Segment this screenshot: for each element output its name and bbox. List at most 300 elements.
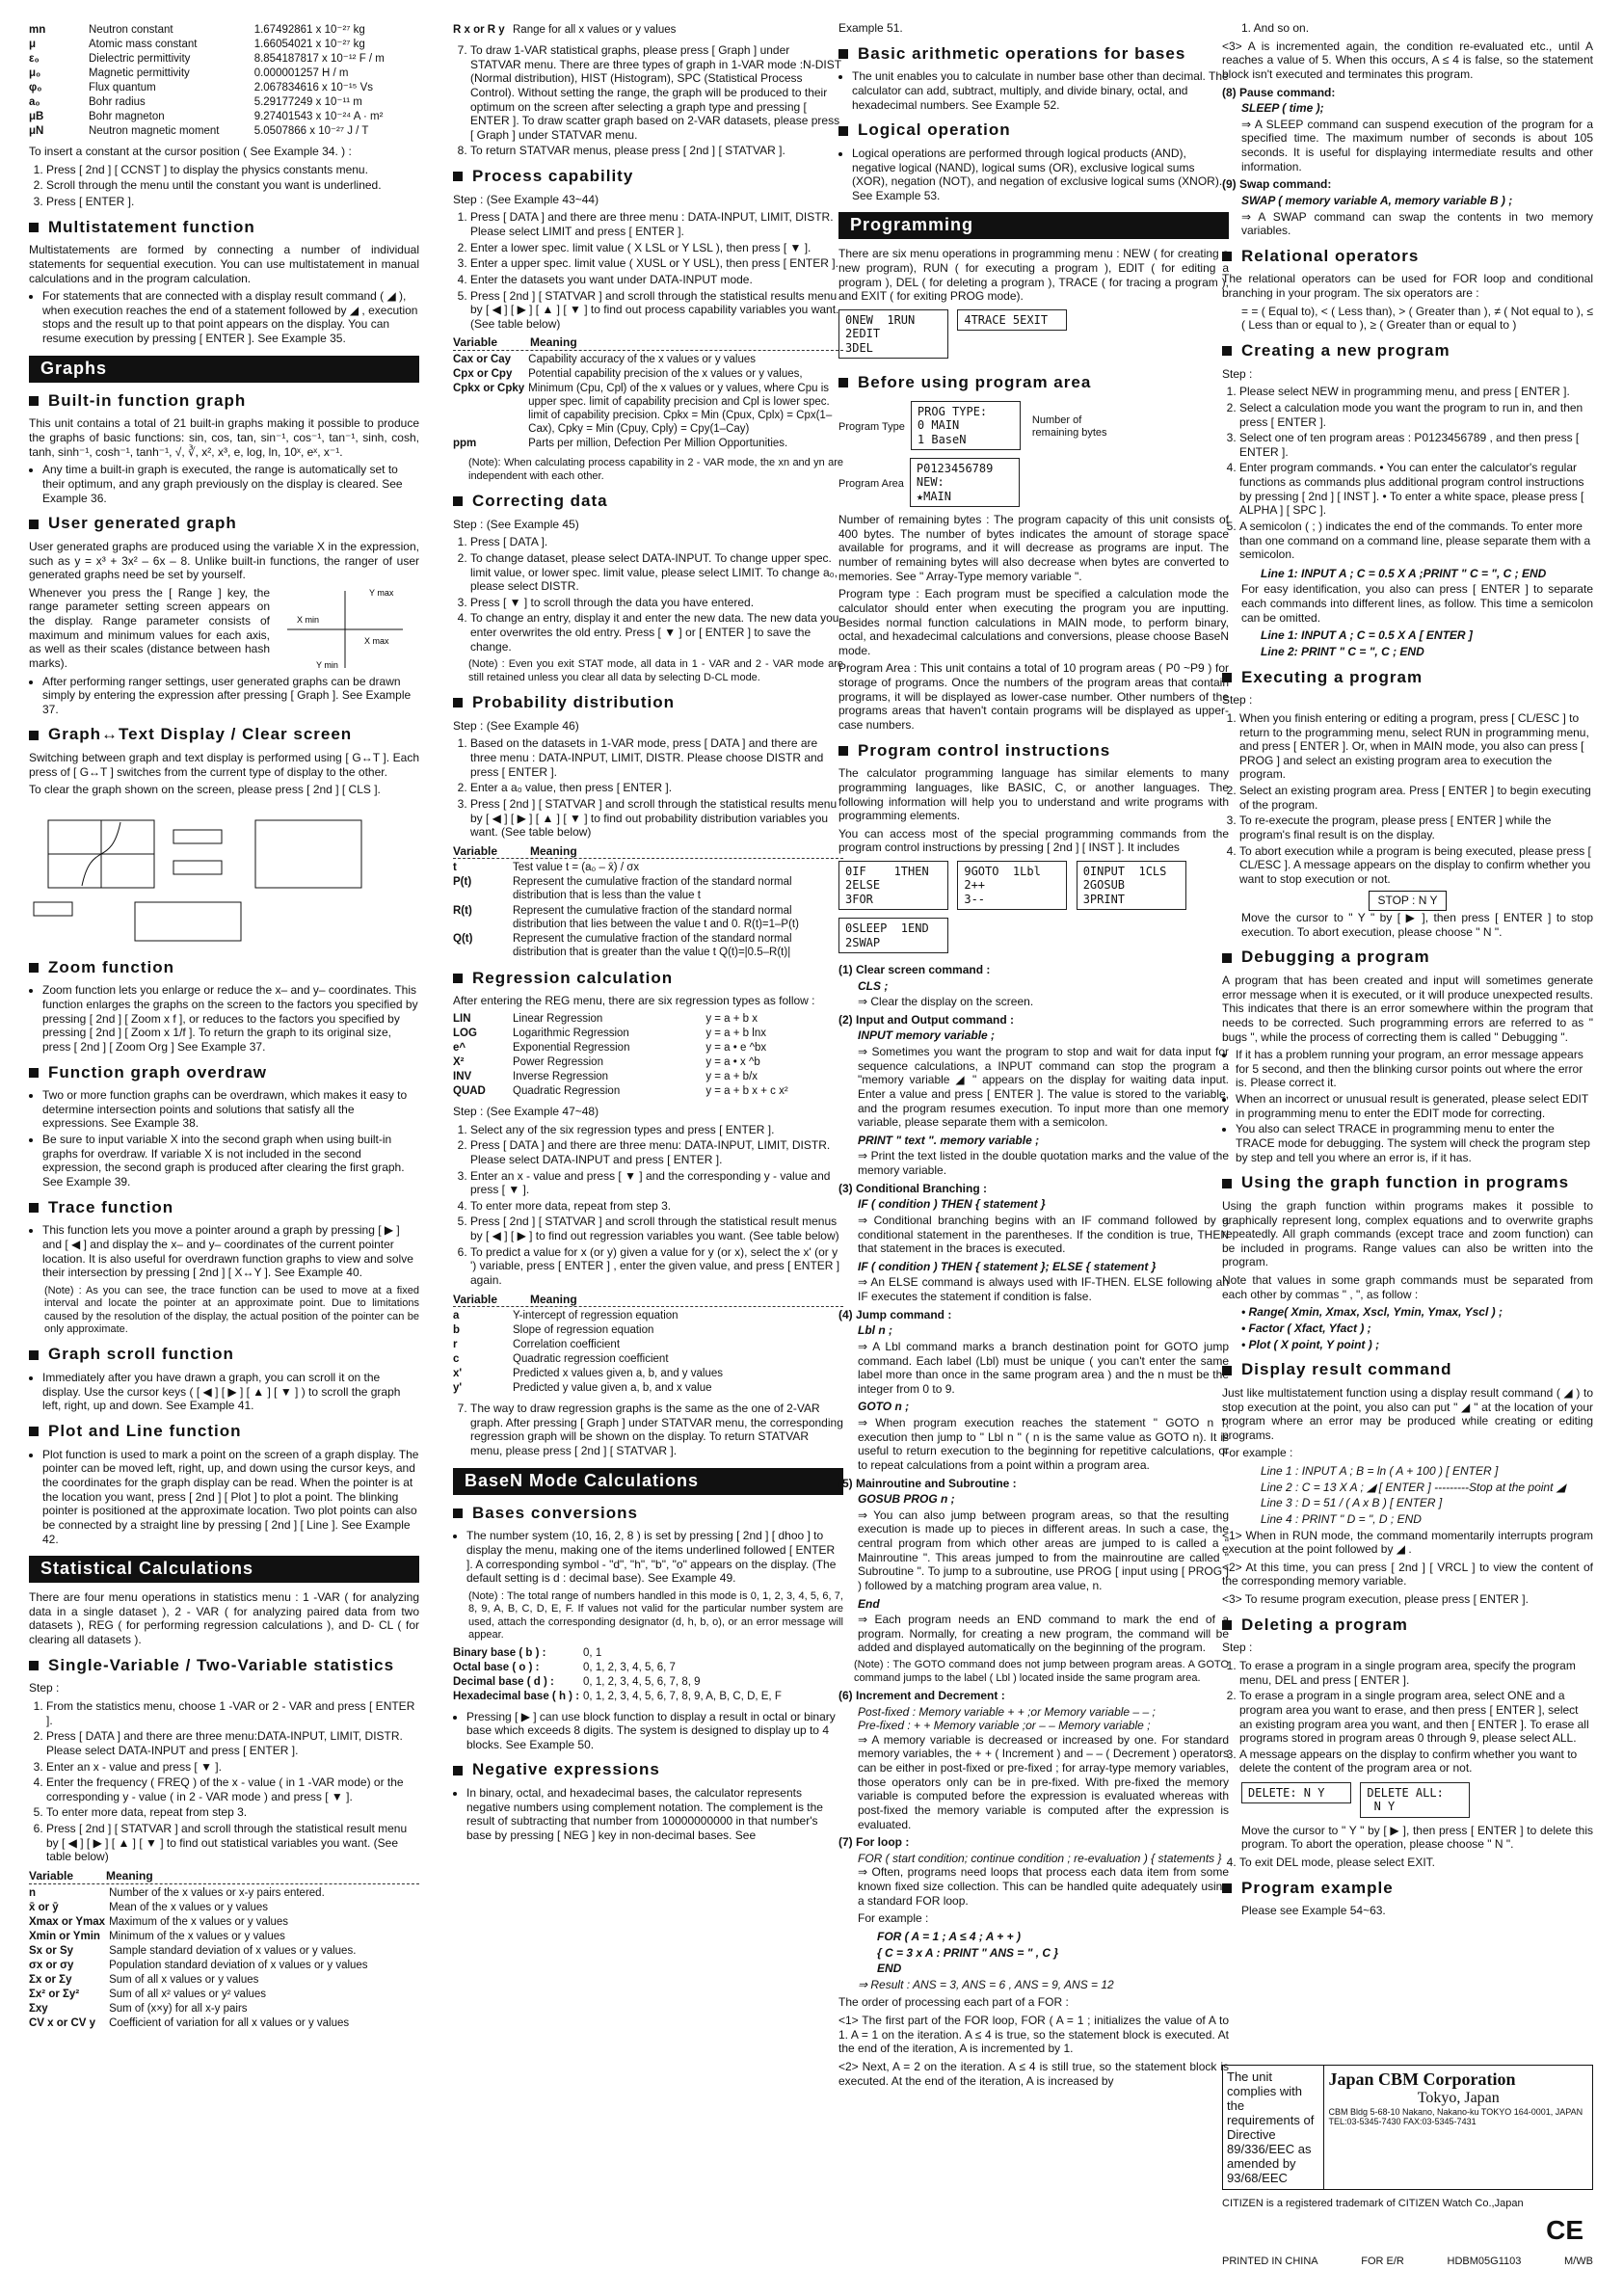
- pc-row: [453, 382, 843, 437]
- lo-p: • Logical operations are performed through logical products (AND), negative logical (NAND), logical sums (OR), exclusive logical sums (XOR), negation (NOT), and negation of exclusive logical sums (XNOR). See Example 53.: [852, 147, 1229, 203]
- pd-row: [453, 875, 843, 903]
- dr-line3: Line 3 : D = 51 / ( A x B ) [ ENTER ]: [1261, 1496, 1443, 1510]
- cd-step-item: 2. To change dataset, please select DATA-INPUT. To change upper spec. limit value, or lower spec. limit value, please select LIMIT. To change a₀, please select DISTR.: [470, 551, 843, 594]
- constant-row-cell: μ₀: [29, 67, 41, 80]
- rc-type-row: [453, 1055, 843, 1070]
- var-row: [29, 1930, 419, 1944]
- pd-row-cell: P(t): [453, 876, 472, 889]
- base-row-cell: 0, 1, 2, 3, 4, 5, 6, 7, 8, 9, A, B, C, D, E, F: [583, 1690, 782, 1702]
- base-row-cell: 0, 1, 2, 3, 4, 5, 6, 7, 8, 9: [583, 1675, 701, 1688]
- ug-p2: Note that values in some graph commands must be separated from each other by commas " , ", as follow :: [1222, 1273, 1593, 1301]
- cn-step-item: 5. A semicolon ( ; ) indicates the end of the commands. To enter more than one command on a command line, please separate them with a semicolon.: [1239, 520, 1593, 562]
- sv-step-item: 2. Press [ DATA ] and there are three menu:DATA-INPUT, LIMIT, DISTR. Please select DATA-INPUT and press [ ENTER ].: [46, 1729, 419, 1757]
- label-program-type: Program Type: [838, 420, 905, 433]
- mwb: M/WB: [1564, 2256, 1593, 2267]
- pc-row-cell: Cpx or Cpy: [453, 368, 513, 381]
- del-steps: [1222, 1659, 1593, 1775]
- label-program-area: Program Area: [838, 477, 904, 490]
- constant-row: [29, 110, 419, 124]
- cn-line1: Line 1: INPUT A ; C = 0.5 X A ;PRINT " C = ", C ; END: [1261, 566, 1547, 580]
- cn-step-item: 2. Select a calculation mode you want the program to run in, and then press [ ENTER ].: [1239, 401, 1593, 429]
- constant-row-cell: 8.854187817 x 10⁻¹² F / m: [253, 53, 385, 66]
- lcd-delete-all: DELETE ALL: N Y: [1360, 1782, 1470, 1818]
- lcd-inst-3: 0INPUT 1CLS 2GOSUB 3PRINT: [1077, 861, 1186, 910]
- insert-step: 3. Press [ ENTER ].: [46, 195, 419, 209]
- order-2: <2> Next, A = 2 on the iteration. A ≤ 4 is still true, so the statement block is executed. At the end of the iteration, A is increased by: [838, 2059, 1229, 2088]
- rc-var-row: [453, 1323, 843, 1338]
- var-table-head: Variable Meaning: [29, 1869, 419, 1884]
- base-row-cell: 0, 1, 2, 3, 4, 5, 6, 7: [583, 1661, 676, 1673]
- lcd-prog-type: PROG TYPE: 0 MAIN 1 BaseN: [911, 401, 1021, 450]
- builtin-p2: • Any time a built-in graph is executed, the range is automatically set to their optimum, and any graph previously on the display is cleared. See Example 36.: [42, 463, 419, 505]
- lcd-inst-1: 0IF 1THEN 2ELSE 3FOR: [838, 861, 948, 910]
- ro-heading: Relational operators: [1222, 247, 1593, 267]
- svg-text:X min: X min: [297, 614, 320, 625]
- constant-row-cell: Neutron constant: [89, 24, 173, 36]
- rc-type-row-cell: y = a + b x: [705, 1012, 758, 1025]
- pc-row: [453, 367, 843, 382]
- pd-row: [453, 932, 843, 960]
- zoom-heading: Zoom function: [29, 958, 419, 978]
- rc-steps: [453, 1123, 843, 1288]
- range-diagram: [278, 586, 412, 673]
- cn-step-item: 1. Please select NEW in programming menu, and press [ ENTER ].: [1239, 385, 1593, 399]
- pc-step-item: 1. Press [ DATA ] and there are three menu : DATA-INPUT, LIMIT, DISTR. Please select LIMIT and press [ ENTER ].: [470, 210, 843, 238]
- rc-table-head: Variable Meaning: [453, 1293, 843, 1308]
- constant-row-cell: μ: [29, 39, 37, 51]
- rc-type-row-cell: Logarithmic Regression: [513, 1027, 629, 1039]
- dr-line1: Line 1 : INPUT A ; B = ln ( A + 100 ) [ ENTER ]: [1261, 1464, 1499, 1479]
- cd-steps: [453, 535, 843, 654]
- ne-p: • In binary, octal, and hexadecimal bases, the calculator represents negative numbers using complement notation. The complement is the result of subtracting that number from 10000000000 in that number's base by pressing [ NEG ] key in non-decimal bases. See: [466, 1786, 843, 1843]
- constant-row-cell: 1.66054021 x 10⁻²⁷ kg: [253, 39, 365, 51]
- overdraw-p1: • Two or more function graphs can be overdrawn, which makes it easy to determine intersection points and solutions that satisfy all the expressions. See Example 38.: [42, 1088, 419, 1131]
- command-desc: ⇒ An ELSE command is always used with IF-THEN. ELSE following an IF executes the statement if condition is false.: [858, 1275, 1229, 1304]
- rc-type-row-cell: Linear Regression: [513, 1012, 603, 1025]
- pd-step: Step : (See Example 46): [453, 718, 579, 733]
- command-desc: ⇒ Each program needs an END command to mark the end of a program. Normally, for creating a new program, the command will be added and displayed automatically on the beginning of the program.: [858, 1613, 1229, 1655]
- pc-row-cell: Capability accuracy of the x values or y values: [528, 354, 757, 365]
- column-3: [838, 21, 1229, 2092]
- pd-row: [453, 904, 843, 932]
- ug-c1: • Range( Xmin, Xmax, Xscl, Ymin, Ymax, Yscl ) ;: [1241, 1305, 1503, 1320]
- constant-row-cell: Dielectric permittivity: [89, 53, 191, 66]
- command-code: GOTO n ;: [858, 1400, 910, 1414]
- gt-heading: Graph↔Text Display / Clear screen: [29, 725, 419, 745]
- ro-p: The relational operators can be used for FOR loop and conditional branching in your program. The six operators are :: [1222, 272, 1593, 301]
- insert-step: 1. Press [ 2nd ] [ CCNST ] to display the physics constants menu.: [46, 163, 419, 177]
- column-1: [29, 21, 419, 2037]
- lcd-delete: DELETE: N Y: [1241, 1782, 1351, 1803]
- cbm-city: Tokyo, Japan: [1417, 2090, 1500, 2106]
- del-heading: Deleting a program: [1222, 1615, 1593, 1636]
- cd-step: Step : (See Example 45): [453, 517, 579, 531]
- ex-step-item: 2. Select an existing program area. Press [ ENTER ] to begin executing of the program.: [1239, 784, 1593, 812]
- var-row-cell: Maximum of the x values or y values: [109, 1915, 289, 1928]
- ba-heading: Basic arithmetic operations for bases: [838, 44, 1229, 65]
- base-row: [453, 1646, 843, 1661]
- rc-type-row-cell: LOG: [453, 1027, 477, 1039]
- constant-row: [29, 23, 419, 38]
- rc-type-row-cell: y = a + b/x: [705, 1070, 758, 1082]
- rc-var-row: [453, 1381, 843, 1396]
- sv-step-item: 6. Press [ 2nd ] [ STATVAR ] and scroll through the statistical result menu by [ ◀ ] [ ▶ ] [ ▲ ] [ ▼ ] to find out statistical variables you want. (See table below): [46, 1822, 419, 1864]
- insert-intro: To insert a constant at the cursor position ( See Example 34. ) :: [29, 145, 352, 159]
- command-heading: (5) Mainroutine and Subroutine :: [838, 1476, 1017, 1490]
- stat-step-item: 8. To return STATVAR menus, please press [ 2nd ] [ STATVAR ].: [470, 144, 843, 158]
- constant-row-cell: Magnetic permittivity: [89, 67, 190, 80]
- cn-step: Step :: [1222, 366, 1253, 381]
- inc-code-1: Post-fixed : Memory variable + + ;or Memory variable – – ;: [858, 1704, 1156, 1719]
- var-row-cell: Sum of all x values or y values: [109, 1973, 259, 1986]
- bc-p: • The number system (10, 16, 2, 8 ) is set by pressing [ 2nd ] [ dhoo ] to display the menu, making one of the items underlined followed [ ENTER ]. A corresponding symbol - "d", "h", "b", "o" appears on the display. (The default setting is d : decimal base). See Example 49.: [466, 1529, 843, 1586]
- var-row-cell: Sum of all x² values or y² values: [109, 1988, 267, 2000]
- base-row-cell: Binary base ( b ) :: [453, 1646, 546, 1659]
- var-row: [29, 1973, 419, 1988]
- rc-var-row-cell: Predicted x values given a, b, and y values: [513, 1368, 723, 1380]
- base-row-cell: Hexadecimal base ( h ) :: [453, 1690, 580, 1702]
- column-4: [1222, 21, 1593, 1922]
- rc-type-row-cell: X²: [453, 1055, 465, 1068]
- del-p: Move the cursor to " Y " by [ ▶ ], then press [ ENTER ] to delete this program. To abort the operation, please choose " N ".: [1241, 1823, 1593, 1852]
- var-row: [29, 2002, 419, 2016]
- command-heading: (4) Jump command :: [838, 1307, 952, 1322]
- rc-type-row-cell: y = a • x ^b: [705, 1055, 760, 1068]
- pc-step: Step : (See Example 43~44): [453, 192, 599, 206]
- gt-p1: Switching between graph and text display is performed using [ G↔T ]. Each press of [ G↔T ] switches from the current type of display to the other.: [29, 751, 419, 779]
- column-2: [453, 21, 843, 1848]
- pe-p: Please see Example 54~63.: [1241, 1904, 1386, 1918]
- rc-var-row-cell: a: [453, 1310, 460, 1322]
- ba-p: • The unit enables you to calculate in number base other than decimal. The calculator can add, subtract, multiply, and divide binary, octal, and hexadecimal numbers. See Example 52.: [852, 69, 1229, 112]
- pause-heading: (8) Pause command:: [1222, 85, 1336, 99]
- rc-step-item: 3. Enter an x - value and press [ ▼ ] and the corresponding y - value and press [ ▼ ].: [470, 1169, 843, 1197]
- var-row-cell: Σxy: [29, 2002, 48, 2015]
- inc-heading: (6) Increment and Decrement :: [838, 1688, 1005, 1702]
- pd-row-cell: Test value t = (a₀ – x̄) / σx: [513, 862, 640, 874]
- pd-row: [453, 861, 843, 875]
- constant-row-cell: 0.000001257 H / m: [253, 67, 349, 80]
- bc-p2: • Pressing [ ▶ ] can use block function to display a result in octal or binary base which exceeds 8 digits. The system is designed to display up to 4 blocks. See Example 50.: [466, 1710, 843, 1752]
- pd-step-item: 1. Based on the datasets in 1-VAR mode, press [ DATA ] and there are three menu : DATA-INPUT, LIMIT, DISTR. Please choose DISTR and press [ ENTER ].: [470, 736, 843, 779]
- constant-row-cell: mn: [29, 24, 46, 36]
- command-code: End: [858, 1596, 880, 1611]
- base-row: [453, 1661, 843, 1675]
- pause-code: SLEEP ( time );: [1241, 101, 1324, 116]
- ug-c3: • Plot ( X point, Y point ) ;: [1241, 1337, 1380, 1351]
- var-row: [29, 1901, 419, 1915]
- user-graph-heading: User generated graph: [29, 514, 419, 534]
- command-desc: ⇒ Print the text listed in the double quotation marks and the value of the memory variable.: [858, 1149, 1229, 1178]
- dr-ex: For example :: [1222, 1446, 1293, 1460]
- constant-row-cell: Bohr radius: [89, 96, 146, 109]
- rc-var-row-cell: b: [453, 1324, 461, 1337]
- cd-step-item: 4. To change an entry, display it and enter the new data. The new data you enter overwrites the old entry. Press [ ▼ ] or [ ENTER ] to save the change.: [470, 611, 843, 654]
- gt-diagram: [29, 801, 414, 946]
- rc-var-row: [453, 1338, 843, 1352]
- cont2: <3> A is incremented again, the condition re-evaluated etc., until A reaches a value of 5. When this occurs, A ≤ 4 is false, so the statement block isn't executed and terminates this program.: [1222, 39, 1593, 81]
- order-1: <1> The first part of the FOR loop, FOR ( A = 1 ; initializes the value of A to 1. A = 1 on the iteration. A ≤ 4 is true, so the statement block is executed. At the end of the iteration, A is incremented by 1.: [838, 2014, 1229, 2056]
- dbg-bullet: • You also can select TRACE in programming menu to enter the TRACE mode for debugging. The system will check the program step by step and tell you where an error is, if it has.: [1236, 1122, 1593, 1164]
- user-graph-p2: Whenever you press the [ Range ] key, the range parameter setting screen appears on the display. Range parameter consists of maximum and minimum values for each axis, as well as their scales (distance between hash marks).: [29, 585, 270, 670]
- swap-code: SWAP ( memory variable A, memory variable B ) ;: [1241, 193, 1513, 207]
- sv-heading: Single-Variable / Two-Variable statistics: [29, 1656, 419, 1676]
- rc-type-row: [453, 1027, 843, 1041]
- rc-type-row-cell: y = a + b x + c x²: [705, 1085, 788, 1097]
- pc-row: [453, 437, 843, 451]
- command-code: PRINT " text ". memory variable ;: [858, 1133, 1040, 1147]
- command-desc: ⇒ Conditional branching begins with an IF command followed by a conditional statement in the parentheses. If the condition is true, THEN that statement in the braces is executed.: [858, 1213, 1229, 1256]
- rc-step-item: 2. Press [ DATA ] and there are three menu: DATA-INPUT, LIMIT, DISTR. Please select DATA-INPUT and press [ ENTER ].: [470, 1138, 843, 1166]
- plot-p: • Plot function is used to mark a point on the screen of a graph display. The pointer can be moved left, right, up, and down using the cursor keys, and the coordinates for the graph display can be read. When the pointer is at the location you want, press [ 2nd ] [ Plot ] to plot a point. The blinking pointer is positioned at the approximate location. Two plot points can also be connected by a straight line by pressing [ 2nd ] [ Line ]. See Example 42.: [42, 1448, 419, 1546]
- rc-step7: 7. The way to draw regression graphs is the same as the one of 2-VAR graph. After pressing [ Graph ] under STATVAR menu, the corresponding regression graph will be shown on the display. To return STATVAR menu, please press [ 2nd ] [ STATVAR ].: [470, 1402, 843, 1458]
- for-desc: ⇒ Often, programs need loops that process each data item from some known fixed size collection. This can be handled quite adequately using a standard FOR loop.: [858, 1865, 1229, 1908]
- command-code: Lbl n ;: [858, 1323, 892, 1338]
- pc-step-item: 3. Enter a upper spec. limit value ( XUSL or Y USL), then press [ ENTER ].: [470, 256, 843, 271]
- trademark: CITIZEN is a registered trademark of CITIZEN Watch Co.,Japan: [1222, 2198, 1524, 2209]
- var-row-cell: Σx or Σy: [29, 1973, 72, 1986]
- pc-table: [453, 353, 843, 451]
- pd-row-cell: t: [453, 862, 457, 874]
- command-desc: ⇒ When program execution reaches the statement " GOTO n ", execution then jump to " Lbl n " ( n is the same value as GOTO n). It is useful to return execution to the beginning for repetitive calculations, or to repeat calculations from a point within a program area.: [858, 1416, 1229, 1472]
- var-row: [29, 1886, 419, 1901]
- cd-step-item: 1. Press [ DATA ].: [470, 535, 843, 549]
- del-step: Step :: [1222, 1641, 1253, 1655]
- rc-var-row: [453, 1309, 843, 1323]
- command-desc: ⇒ You can also jump between program areas, so that the resulting execution is made up to pieces in different areas. In such a case, the central program from which other areas are jumped to is called a " Mainroutine ". This areas jumped to from the mainroutine are called " Subroutine ". To jump to a subroutine, use PROG [ input using [ PROG ] ) followed by a matching program area value, n.: [858, 1508, 1229, 1592]
- multistatement-p1: Multistatements are formed by connecting a number of individual statements for sequential execution. You can use multistatement in manual calculations and in the program calculation.: [29, 243, 419, 285]
- rc-type-row: [453, 1070, 843, 1084]
- doc-code: HDBM05G1103: [1447, 2256, 1522, 2267]
- scroll-p: • Immediately after you have drawn a graph, you can scroll it on the display. Use the cursor keys ( [ ◀ ] [ ▶ ] [ ▲ ] [ ▼ ] ) to scroll the graph left, right, up and down. See Example 41.: [42, 1371, 419, 1413]
- rc-p: After entering the REG menu, there are six regression types as follow :: [453, 994, 815, 1008]
- pc-row-cell: ppm: [453, 438, 477, 450]
- rc-type-row-cell: y = a • e ^bx: [705, 1041, 767, 1054]
- pci-p1: The calculator programming language has similar elements to many programming languages, like BASIC, C, or another languages. The following information will help you to understand and write programs with programming elements.: [838, 766, 1229, 823]
- command-code: GOSUB PROG n ;: [858, 1492, 955, 1507]
- nb-p: Number of remaining bytes : The program capacity of this unit consists of 400 bytes. The number of bytes indicates the amount of storage space available for programs, and it will decrease as programs are input. The number of remaining bytes will also decrease when bytes are converted to memories. See " Array-Type memory variable ".: [838, 513, 1229, 583]
- stat-band: Statistical Calculations: [29, 1556, 419, 1583]
- ex-step-item: 1. When you finish entering or editing a program, press [ CL/ESC ] to return to the programming menu, select RUN in programming menu, and press [ ENTER ]. Or, when in MAIN mode, you also can press [ PROG ] and select an existing program area to execution the program.: [1239, 711, 1593, 782]
- dbg-bullet: • When an incorrect or unusual result is generated, please select EDIT in programming menu to enter the EDIT mode for correcting.: [1236, 1092, 1593, 1120]
- printed-in: PRINTED IN CHINA: [1222, 2256, 1318, 2267]
- command-heading: (2) Input and Output command :: [838, 1012, 1014, 1027]
- constant-row: [29, 124, 419, 139]
- var-row-cell: Xmin or Ymin: [29, 1930, 100, 1942]
- var-row-cell: Sample standard deviation of x values or y values.: [109, 1944, 357, 1957]
- var-table: [29, 1886, 419, 2031]
- var-row-cell: Σx² or Σy²: [29, 1988, 80, 2000]
- gt-p2: To clear the graph shown on the screen, please press [ 2nd ] [ CLS ].: [29, 783, 381, 797]
- var-row-cell: n: [29, 1886, 37, 1899]
- rc-var-row-cell: y': [453, 1382, 463, 1395]
- dr-n1: <1> When in RUN mode, the command momentarily interrupts program execution at the point followed by ◢ .: [1222, 1528, 1593, 1557]
- rc-type-row-cell: e^: [453, 1041, 466, 1054]
- command-desc: ⇒ A Lbl command marks a branch destination point for GOTO jump command. Each label (Lbl) must be unique ( you can't enter the same label more than once in the same program area ) and the n must be the integer from 0 to 9.: [858, 1339, 1229, 1396]
- ne-heading: Negative expressions: [453, 1760, 843, 1780]
- prog-band: Programming: [838, 212, 1229, 239]
- var-row-cell: Coefficient of variation for all x values or y values: [109, 2016, 350, 2029]
- dr-line2: Line 2 : C = 13 X A ; ◢ [ ENTER ] ---------Stop at the point ◢: [1261, 1480, 1566, 1494]
- pc-row-cell: Cpkx or Cpky: [453, 383, 525, 395]
- command-desc: ⇒ Sometimes you want the program to stop and wait for data input for sequence calculations, a INPUT command can stop the program a "memory variable ◢ " appears on the display for waiting data input. Enter a value and press [ ENTER ]. The value is stored to the variable, and the program resumes execution. To input more than one memory variable, please separate them with a semicolon.: [858, 1045, 1229, 1130]
- var-row-cell: Number of the x values or x-y pairs entered.: [109, 1886, 325, 1899]
- overdraw-heading: Function graph overdraw: [29, 1063, 419, 1083]
- swap-heading: (9) Swap command:: [1222, 177, 1332, 192]
- dr-n3: <3> To resume program execution, please press [ ENTER ].: [1222, 1592, 1529, 1607]
- dr-p: Just like multistatement function using a display result command ( ◢ ) to stop execution at the point, you also can put " ◢ " at the location of your program where an error may be produced while creating or editing programs.: [1222, 1385, 1593, 1442]
- var-row: [29, 1988, 419, 2002]
- pc-row-cell: Cax or Cay: [453, 354, 512, 365]
- rc-types: [453, 1012, 843, 1099]
- cn-l1: Line 1: INPUT A ; C = 0.5 X A [ ENTER ]: [1261, 628, 1473, 643]
- dr-line4: Line 4 : PRINT " D = ", D ; END: [1261, 1511, 1422, 1526]
- ro-p2: = = ( Equal to), < ( Less than), > ( Greater than ), ≠ ( Not equal to ), ≤ ( Less than or equal to ), ≥ ( Greater than or equal to ): [1241, 304, 1593, 333]
- ex-step-item: 3. To re-execute the program, please press [ ENTER ] while the program's final result is on the display.: [1239, 814, 1593, 841]
- prog-p: There are six menu operations in programming menu : NEW ( for creating a new program), RUN ( for executing a program ), EDIT ( for editing a program ), DEL ( for deleting a program ), TRACE ( for tracing a program ), and EXIT ( for exiting PROG mode).: [838, 247, 1229, 304]
- rc-heading: Regression calculation: [453, 969, 843, 989]
- constant-row-cell: Bohr magneton: [89, 111, 165, 123]
- for-result: ⇒ Result : ANS = 3, ANS = 6 , ANS = 9, ANS = 12: [858, 1977, 1114, 1991]
- multistatement-p2: • For statements that are connected with a display result command ( ◢ ), when execution reaches the end of a statement followed by ◢ , execution stops and the result up to that point appears on the display. You can resume execution by pressing [ ENTER ]. See Example 35.: [42, 289, 419, 346]
- rc-type-row: [453, 1012, 843, 1027]
- compliance-text: The unit complies with the requirements of Directive 89/336/EEC as amended by 93/68/EEC: [1223, 2066, 1324, 2189]
- rc-var-row: [453, 1367, 843, 1381]
- rc-type-row-cell: INV: [453, 1070, 472, 1082]
- multistatement-heading: Multistatement function: [29, 218, 419, 238]
- ex-step: Step :: [1222, 693, 1253, 707]
- constant-row-cell: 2.067834616 x 10⁻¹⁵ Vs: [253, 82, 374, 94]
- var-row-cell: Minimum of the x values or y values: [109, 1930, 285, 1942]
- pc-row: [453, 353, 843, 367]
- pc-note: (Note): When calculating process capability in 2 - VAR mode, the xn and yn are independent with each other.: [468, 457, 843, 482]
- stat-p: There are four menu operations in statistics menu : 1 -VAR ( for analyzing data in a single dataset ), 2 - VAR ( for analyzing paired data from two datasets ), REG ( for performing regression calculations ), and D- CL ( for clearing all datasets ).: [29, 1590, 419, 1647]
- pd-step-item: 3. Press [ 2nd ] [ STATVAR ] and scroll through the statistical results menu by [ ◀ ] [ ▶ ] [ ▲ ] [ ▼ ] to find out probability distribution variables you want. (See table below): [470, 797, 843, 840]
- goto-note: (Note) : The GOTO command does not jump between program areas. A GOTO command jumps to the label ( Lbl ) located inside the same program area.: [854, 1659, 1229, 1684]
- inc-code-2: Pre-fixed : + + Memory variable ;or – – Memory variable ;: [858, 1719, 1151, 1733]
- basen-band: BaseN Mode Calculations: [453, 1468, 843, 1495]
- constant-row-cell: Neutron magnetic moment: [89, 125, 220, 138]
- rc-type-row-cell: QUAD: [453, 1085, 486, 1097]
- for-heading: (7) For loop :: [838, 1835, 910, 1850]
- pc-steps: [453, 210, 843, 331]
- pd-row-cell: R(t): [453, 904, 472, 917]
- var-row: [29, 1959, 419, 1973]
- dr-n2: <2> At this time, you can press [ 2nd ] [ VRCL ] to view the content of the corresponding memory variable.: [1222, 1560, 1593, 1589]
- cd-heading: Correcting data: [453, 492, 843, 512]
- pci-p2: You can access most of the special programming commands from the program control instructions by pressing [ 2nd ] [ INST ]. It includes: [838, 826, 1229, 855]
- sv-step: Step :: [29, 1681, 60, 1695]
- sv-step-item: 4. Enter the frequency ( FREQ ) of the x - value ( in 1 -VAR mode) or the corresponding y - value ( in 2 - VAR mode ) and press [ ▼ ].: [46, 1775, 419, 1803]
- command-heading: (1) Clear screen command :: [838, 962, 991, 976]
- stop-p: Move the cursor to " Y " by [ ▶ ], then press [ ENTER ] to stop execution. To abort execution, please choose " N ".: [1241, 911, 1593, 939]
- var-row-cell: Sum of (x×y) for all x-y pairs: [109, 2002, 248, 2015]
- sv-step-item: 5. To enter more data, repeat from step 3.: [46, 1805, 419, 1820]
- cont1: 1. And so on.: [1241, 21, 1310, 35]
- label-remaining-bytes: Number of remaining bytes: [1031, 414, 1107, 440]
- rc-type-row: [453, 1041, 843, 1055]
- cn-p: For easy identification, you also can press [ ENTER ] to separate each commands into different lines, as follow. This time a semicolon can be omitted.: [1241, 582, 1593, 625]
- del-step-item: 2. To erase a program in a single program area, select ONE and a program area you want to erase, and then press [ ENTER ], select an existing program area you want, and then [ ENTER ]. To erase all programs stored in program areas 0 through 9, please select ALL.: [1239, 1689, 1593, 1746]
- sv-step-item: 3. Enter an x - value and press [ ▼ ].: [46, 1760, 419, 1775]
- lcd-inst-2: 9GOTO 1Lbl 2++ 3--: [957, 861, 1067, 910]
- base-row: [453, 1690, 843, 1704]
- rxry-meaning: Range for all x values or y values: [513, 24, 677, 36]
- pd-heading: Probability distribution: [453, 693, 843, 713]
- rxry-var: R x or R y: [453, 24, 505, 36]
- rc-var-row-cell: Predicted y value given a, b, and x value: [513, 1382, 712, 1395]
- pa-p: Program Area : This unit contains a total of 10 program areas ( P0 ~P9 ) for storage of programs. Once the numbers of the program areas that contain programs, it will be displayed as lower-case number. Other numbers of the programs areas that haven't contain programs will be displayed as upper-case numbers.: [838, 661, 1229, 732]
- rc-var-row-cell: Y-intercept of regression equation: [513, 1310, 678, 1322]
- dbg-p: A program that has been created and input will sometimes generate error message when it is executed, or it will produce unexpected results. This indicates that there is an error somewhere within the program that needs to be corrected. Such programming errors are referred to as " bugs ", while the process of correcting them is called " Debugging ".: [1222, 974, 1593, 1044]
- rc-step: Step : (See Example 47~48): [453, 1105, 599, 1119]
- pc-step-item: 4. Enter the datasets you want under DATA-INPUT mode.: [470, 273, 843, 287]
- trace-note: (Note) : As you can see, the trace function can be used to move at a fixed interval and locate the pointer at an approximate point. Due to limitations caused by the resolution of the display, the actual position of the pointer can be only approximate.: [44, 1284, 419, 1336]
- ex-steps: [1222, 711, 1593, 887]
- var-row: [29, 2016, 419, 2031]
- cbm-address: CBM Bldg 5-68-10 Nakano, Nakano-ku TOKYO 164-0001, JAPAN TEL:03-5345-7430 FAX:03-5345-7431: [1328, 2107, 1583, 2126]
- var-row-cell: Population standard deviation of x values or y values: [109, 1959, 368, 1971]
- constant-row: [29, 67, 419, 81]
- rc-type-row-cell: Power Regression: [513, 1055, 603, 1068]
- ce-mark: CE: [1546, 2215, 1583, 2245]
- constant-row: [29, 81, 419, 95]
- lo-heading: Logical operation: [838, 120, 1229, 141]
- svg-text:X max: X max: [364, 635, 389, 646]
- base-row-cell: Decimal base ( d ) :: [453, 1675, 554, 1688]
- rc-type-row: [453, 1084, 843, 1099]
- var-row-cell: CV x or CV y: [29, 2016, 96, 2029]
- pc-row-cell: Parts per million, Defection Per Million Opportunities.: [528, 438, 788, 450]
- bc-heading: Bases conversions: [453, 1504, 843, 1524]
- ex51: Example 51.: [838, 21, 903, 35]
- del-step-item: 3. A message appears on the display to confirm whether you want to delete the content of the program area or not.: [1239, 1748, 1593, 1775]
- command-code: IF ( condition ) THEN { statement }: [858, 1197, 1046, 1212]
- constant-row-cell: φ₀: [29, 82, 42, 94]
- bases-table: [453, 1646, 843, 1704]
- plot-heading: Plot and Line function: [29, 1422, 419, 1442]
- lcd-prog-menu-2: 4TRACE 5EXIT: [957, 309, 1067, 331]
- for-code: FOR ( start condition; continue condition ; re-evaluation ) { statements }: [858, 1851, 1222, 1865]
- pause-desc: ⇒ A SLEEP command can suspend execution of the program for a specified time. The maximum number of seconds is about 105 seconds. It is useful for displaying intermediate results and other information.: [1241, 117, 1593, 174]
- cn-step-item: 4. Enter program commands. • You can enter the calculator's regular functions as commands plus additional program control instructions by pressing [ 2nd ] [ INST ]. • To enter a white space, please press [ ALPHA ] [ SPC ].: [1239, 461, 1593, 518]
- rc-vars: [453, 1309, 843, 1396]
- steps-cont: [453, 43, 843, 158]
- pd-table-head: Variable Meaning: [453, 844, 843, 860]
- rc-step-item: 1. Select any of the six regression types and press [ ENTER ].: [470, 1123, 843, 1137]
- pc-heading: Process capability: [453, 167, 843, 187]
- for-code-3: END: [877, 1962, 902, 1976]
- command-heading: (3) Conditional Branching :: [838, 1181, 987, 1195]
- lcd-prog-area: P0123456789 NEW: ★MAIN: [910, 458, 1020, 507]
- rc-step-item: 4. To enter more data, repeat from step 3.: [470, 1199, 843, 1214]
- pc-step-item: 2. Enter a lower spec. limit value ( X LSL or Y LSL ), then press [ ▼ ].: [470, 241, 843, 255]
- order-heading: The order of processing each part of a FOR :: [838, 1995, 1069, 2010]
- var-row-cell: Xmax or Ymax: [29, 1915, 106, 1928]
- constant-row-cell: 1.67492861 x 10⁻²⁷ kg: [253, 24, 365, 36]
- rc-var-row-cell: Slope of regression equation: [513, 1324, 654, 1337]
- pd-row-cell: Q(t): [453, 932, 473, 945]
- del-step-item: 1. To erase a program in a single program area, specify the program menu, DEL and press [ ENTER ].: [1239, 1659, 1593, 1687]
- constant-row-cell: 5.0507866 x 10⁻²⁷ J / T: [253, 125, 369, 138]
- var-row: [29, 1944, 419, 1959]
- constant-row-cell: 5.29177249 x 10⁻¹¹ m: [253, 96, 362, 109]
- del-4: 4. To exit DEL mode, please select EXIT.: [1239, 1855, 1593, 1870]
- rc-step-item: 6. To predict a value for x (or y) given a value for y (or x), select the x' (or y ') variable, press [ ENTER ] , enter the given value, and press [ ENTER ] again.: [470, 1245, 843, 1288]
- for-code-1: FOR ( A = 1 ; A ≤ 4 ; A + + ): [877, 1929, 1021, 1943]
- footer: [1222, 2065, 1593, 2267]
- rc-type-row-cell: LIN: [453, 1012, 471, 1025]
